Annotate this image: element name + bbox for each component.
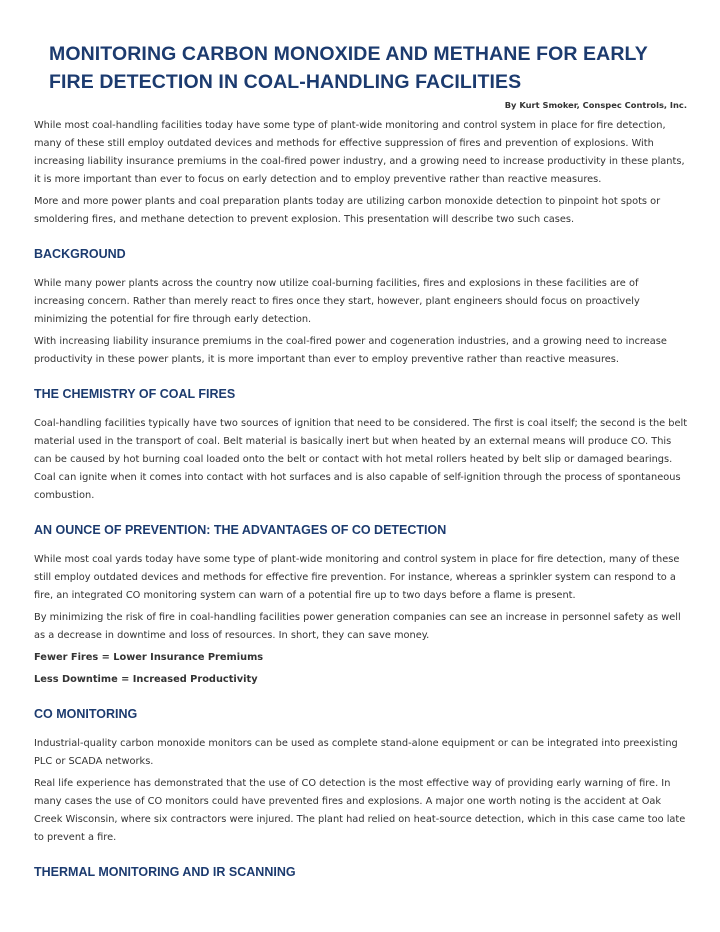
less-downtime-statement: Less Downtime = Increased Productivity [34, 674, 258, 685]
fewer-fires-statement: Fewer Fires = Lower Insurance Premiums [34, 652, 264, 663]
prevention-paragraph: By minimizing the risk of fire in coal-handling facilities power generation companies can see an increase in personnel safety as well as a decrease in downtime and loss of resources. In short, they can save money. [34, 612, 681, 641]
section-heading-co-monitoring: CO MONITORING [34, 707, 138, 721]
intro-paragraph: While most coal-handling facilities today have some type of plant-wide monitoring and control system in place for fire detection, many of these still employ outdated devices and methods for effective suppression of fires and prevention of explosions. With increasing liability insurance premiums in the coal-fired power industry, and a growing need to increase productivity in these plants, it is more important than ever to focus on early detection and to employ preventive rather than reactive measures. [34, 120, 685, 185]
background-paragraph: While many power plants across the country now utilize coal-burning facilities, fires and explosions in these facilities are of increasing concern. Rather than merely react to fires once they start, however, plant engineers should focus on proactively minimizing the potential for fire through early detection. [34, 278, 640, 325]
article-title: MONITORING CARBON MONOXIDE AND METHANE FOR EARLY FIRE DETECTION IN COAL-HANDLING FACILITIES [49, 43, 648, 93]
background-paragraph: With increasing liability insurance premiums in the coal-fired power and cogeneration industries, and a growing need to increase productivity in these power plants, it is more important than ever to employ preventive rather than reactive measures. [34, 336, 667, 365]
article-body [34, 117, 690, 893]
co-monitoring-paragraph: Industrial-quality carbon monoxide monitors can be used as complete stand-alone equipment or can be integrated into preexisting PLC or SCADA networks. [34, 738, 678, 767]
section-heading-prevention: AN OUNCE OF PREVENTION: THE ADVANTAGES OF CO DETECTION [34, 523, 447, 537]
prevention-paragraph: While most coal yards today have some type of plant-wide monitoring and control system in place for fire detection, many of these still employ outdated devices and methods for effective fire prevention. For instance, whereas a sprinkler system can respond to a fire, an integrated CO monitoring system can warn of a potential fire up to two days before a flame is present. [34, 554, 680, 601]
co-monitoring-paragraph: Real life experience has demonstrated that the use of CO detection is the most effective way of providing early warning of fire. In many cases the use of CO monitors could have prevented fires and explosions. A major one worth noting is the accident at Oak Creek Wisconsin, where six contractors were injured. The plant had relied on heat-source detection, which in this case came too late to prevent a fire. [34, 778, 686, 843]
author-byline: By Kurt Smoker, Conspec Controls, Inc. [504, 100, 687, 110]
section-heading-thermal: THERMAL MONITORING AND IR SCANNING [34, 865, 296, 879]
intro-paragraph: More and more power plants and coal preparation plants today are utilizing carbon monoxide detection to pinpoint hot spots or smoldering fires, and methane detection to prevent explosion. This presentation will describe two such cases. [34, 196, 661, 225]
chemistry-paragraph: Coal-handling facilities typically have two sources of ignition that need to be considered. The first is coal itself; the second is the belt material used in the transport of coal. Belt material is basically inert but when heated by an external means will produce CO. This can be caused by hot burning coal loaded onto the belt or contact with hot metal rollers heated by belt slip or damaged bearings. Coal can ignite when it comes into contact with hot surfaces and is also capable of self-ignition through the process of spontaneous combustion. [34, 418, 688, 501]
section-heading-chemistry: THE CHEMISTRY OF COAL FIRES [34, 387, 236, 401]
section-heading-background: BACKGROUND [34, 247, 126, 261]
